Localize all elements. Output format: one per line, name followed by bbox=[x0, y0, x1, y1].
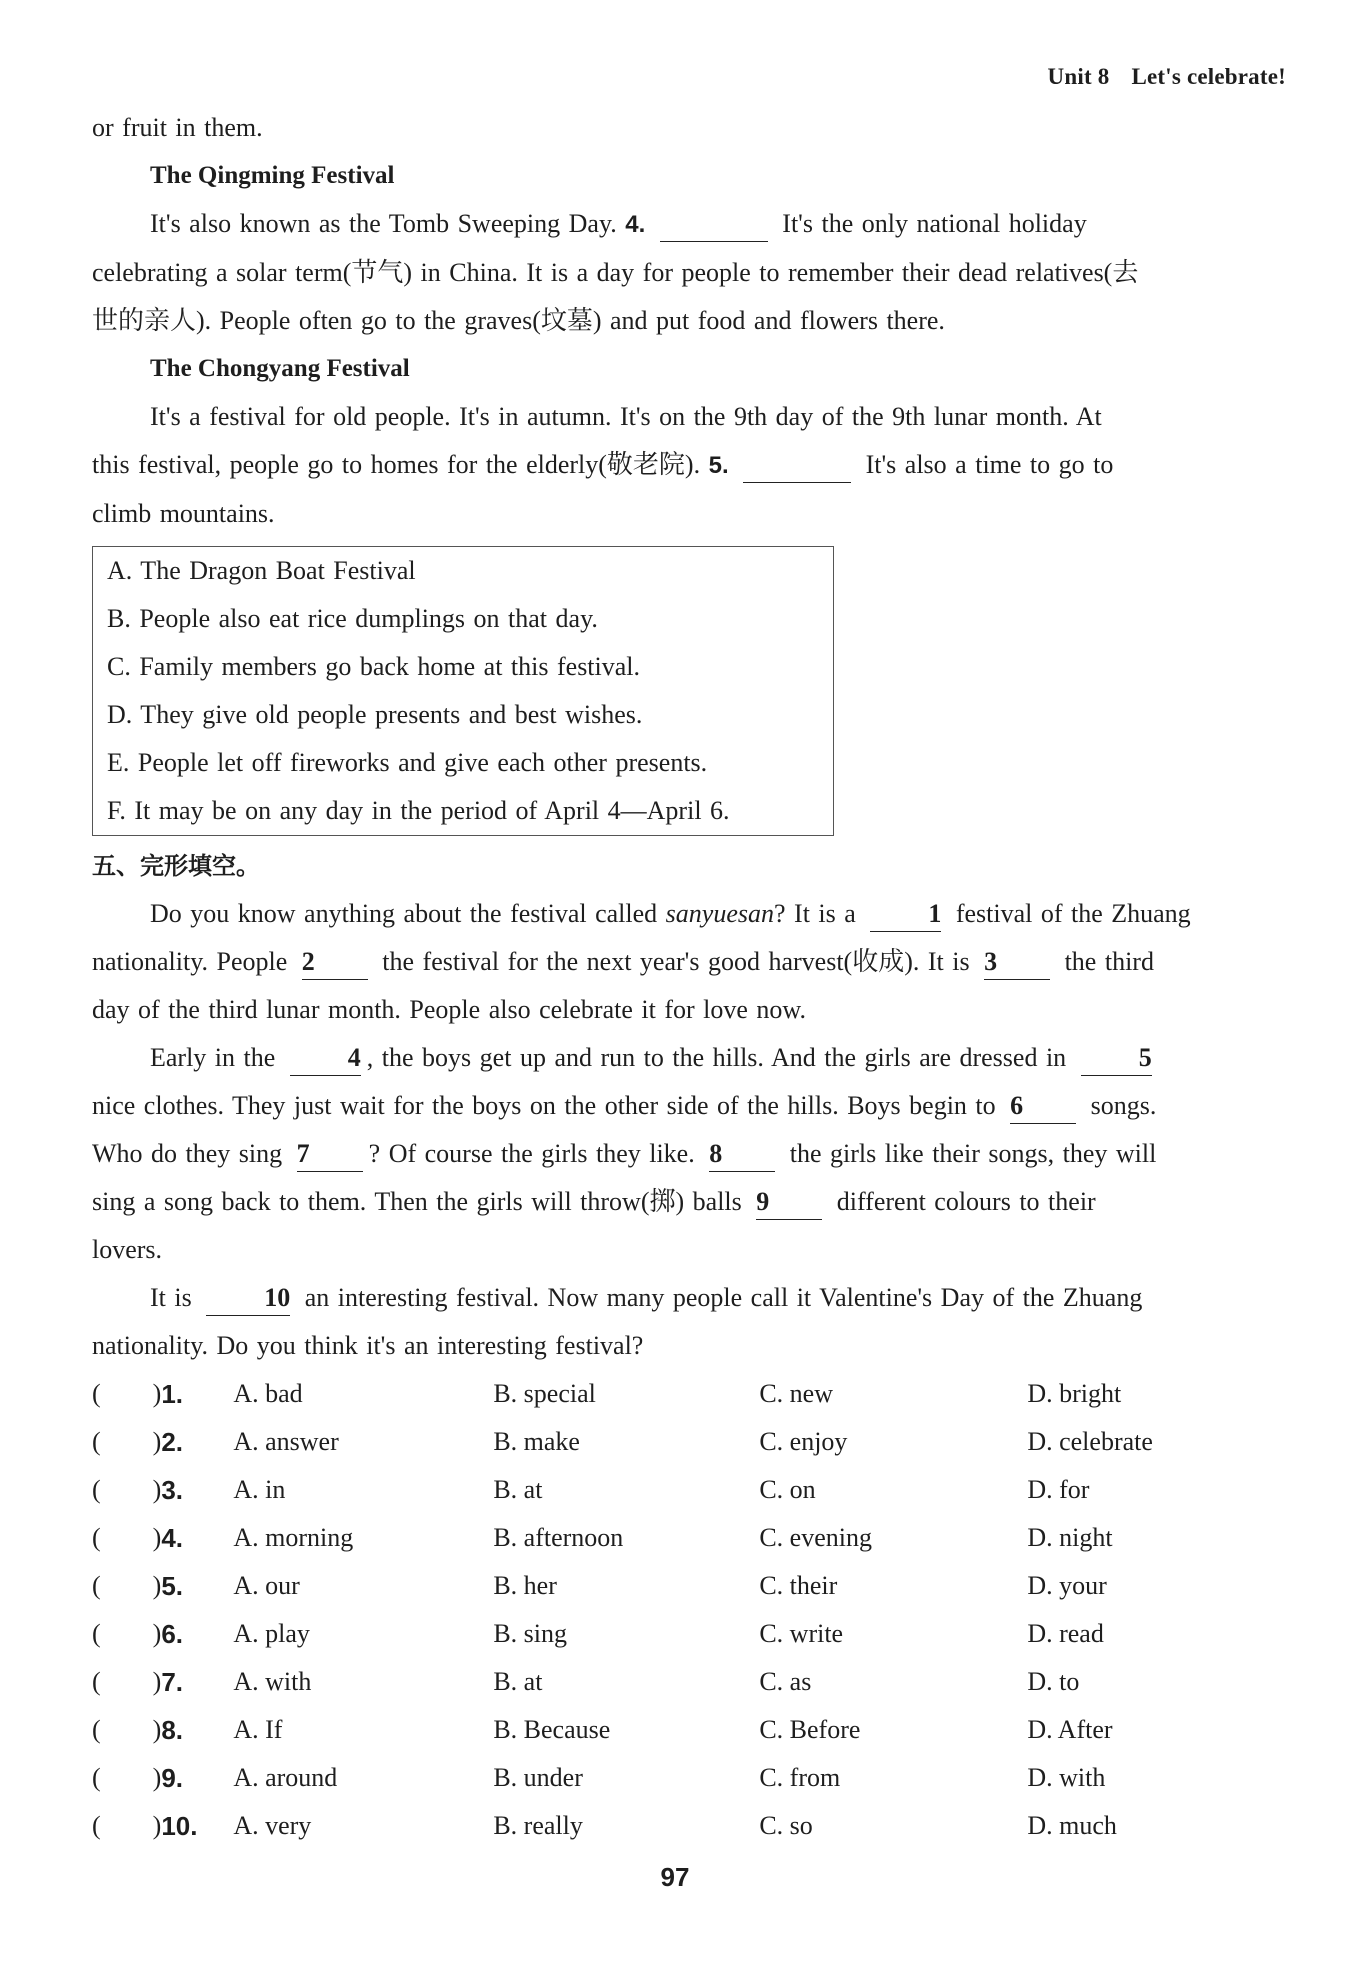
text: , the boys get up and run to the hills. And the girls are dressed in bbox=[366, 1043, 1075, 1072]
choice-a: A. around bbox=[233, 1763, 338, 1792]
choice-a: A. If bbox=[233, 1715, 283, 1744]
multiple-choice-table bbox=[92, 1370, 1286, 1850]
running-header bbox=[1048, 64, 1286, 90]
question-row bbox=[92, 1514, 1286, 1562]
festival-name: sanyuesan bbox=[665, 899, 774, 928]
cloze-p2-line-1 bbox=[92, 1034, 1286, 1082]
answer-bracket[interactable]: ( ) bbox=[92, 1571, 162, 1600]
cloze-blank-2[interactable]: 2 bbox=[302, 945, 368, 980]
choice-b: B. at bbox=[493, 1475, 543, 1504]
option-f: F. It may be on any day in the period of April 4—April 6. bbox=[107, 796, 730, 825]
choice-a: A. our bbox=[233, 1571, 300, 1600]
choice-b: B. really bbox=[493, 1811, 583, 1840]
choice-d: D. to bbox=[1027, 1667, 1080, 1696]
cloze-blank-10[interactable]: 10 bbox=[206, 1281, 290, 1316]
choice-b: B. Because bbox=[493, 1715, 611, 1744]
text: festival of the Zhuang bbox=[947, 899, 1191, 928]
cloze-p3-line-1 bbox=[92, 1274, 1286, 1322]
choice-c: C. on bbox=[759, 1475, 816, 1504]
question-number: 5. bbox=[161, 1571, 184, 1601]
question-row bbox=[92, 1754, 1286, 1802]
cloze-blank-4[interactable]: 4 bbox=[290, 1041, 361, 1076]
chongyang-line-3: climb mountains. bbox=[92, 499, 275, 528]
answer-blank-5[interactable] bbox=[743, 448, 851, 483]
text: the girls like their songs, they will bbox=[781, 1139, 1157, 1168]
choice-c: C. so bbox=[759, 1811, 813, 1840]
choice-b: B. sing bbox=[493, 1619, 568, 1648]
option-c: C. Family members go back home at this festival. bbox=[107, 652, 641, 681]
cloze-p2-line-4 bbox=[92, 1178, 1286, 1226]
choice-b: B. at bbox=[493, 1667, 543, 1696]
choice-a: A. in bbox=[233, 1475, 286, 1504]
cloze-p2-line-2 bbox=[92, 1082, 1286, 1130]
cloze-blank-3[interactable]: 3 bbox=[984, 945, 1050, 980]
answer-bracket[interactable]: ( ) bbox=[92, 1523, 162, 1552]
question-number: 3. bbox=[161, 1475, 184, 1505]
text: the third bbox=[1056, 947, 1154, 976]
text: It's also known as the Tomb Sweeping Day. bbox=[150, 209, 626, 238]
unit-title: Let's celebrate! bbox=[1131, 64, 1286, 89]
option-d: D. They give old people presents and best wishes. bbox=[107, 700, 643, 729]
answer-bracket[interactable]: ( ) bbox=[92, 1715, 162, 1744]
chongyang-heading: The Chongyang Festival bbox=[150, 355, 410, 382]
choice-d: D. bright bbox=[1027, 1379, 1122, 1408]
text: sing a song back to them. Then the girls will throw(掷) balls bbox=[92, 1187, 751, 1216]
choice-d: D. night bbox=[1027, 1523, 1113, 1552]
text: the festival for the next year's good harvest(收成). It is bbox=[373, 947, 979, 976]
text: this festival, people go to homes for the elderly(敬老院). bbox=[92, 450, 709, 479]
text: Early in the bbox=[150, 1043, 284, 1072]
qingming-line-1 bbox=[92, 200, 1286, 249]
question-row bbox=[92, 1610, 1286, 1658]
text: nationality. People bbox=[92, 947, 296, 976]
answer-bracket[interactable]: ( ) bbox=[92, 1811, 162, 1840]
answer-bracket[interactable]: ( ) bbox=[92, 1427, 162, 1456]
question-row bbox=[92, 1562, 1286, 1610]
text: ? It is a bbox=[774, 899, 865, 928]
answer-bracket[interactable]: ( ) bbox=[92, 1667, 162, 1696]
text: It is bbox=[150, 1283, 201, 1312]
choice-c: C. their bbox=[759, 1571, 838, 1600]
answer-bracket[interactable]: ( ) bbox=[92, 1379, 162, 1408]
question-row bbox=[92, 1706, 1286, 1754]
option-e: E. People let off fireworks and give each other presents. bbox=[107, 748, 708, 777]
cloze-blank-9[interactable]: 9 bbox=[756, 1185, 822, 1220]
answer-blank-4[interactable] bbox=[660, 207, 768, 242]
cloze-blank-8[interactable]: 8 bbox=[709, 1137, 775, 1172]
section-heading: 五、完形填空。 bbox=[92, 852, 260, 880]
choice-c: C. enjoy bbox=[759, 1427, 848, 1456]
cloze-blank-6[interactable]: 6 bbox=[1010, 1089, 1076, 1124]
question-number: 4. bbox=[625, 211, 646, 238]
text: Who do they sing bbox=[92, 1139, 291, 1168]
text: Do you know anything about the festival called bbox=[150, 899, 666, 928]
choice-d: D. read bbox=[1027, 1619, 1104, 1648]
choice-a: A. morning bbox=[233, 1523, 354, 1552]
text: nice clothes. They just wait for the boys on the other side of the hills. Boys begin to bbox=[92, 1091, 1005, 1120]
option-b: B. People also eat rice dumplings on that day. bbox=[107, 604, 598, 633]
question-row bbox=[92, 1802, 1286, 1850]
question-number: 6. bbox=[161, 1619, 184, 1649]
choice-c: C. evening bbox=[759, 1523, 872, 1552]
choice-b: B. under bbox=[493, 1763, 583, 1792]
choice-a: A. very bbox=[233, 1811, 312, 1840]
answer-bracket[interactable]: ( ) bbox=[92, 1475, 162, 1504]
page-number: 97 bbox=[660, 1862, 690, 1892]
choice-d: D. much bbox=[1027, 1811, 1117, 1840]
question-row bbox=[92, 1370, 1286, 1418]
option-a: A. The Dragon Boat Festival bbox=[107, 556, 416, 585]
question-row bbox=[92, 1418, 1286, 1466]
choice-d: D. After bbox=[1027, 1715, 1113, 1744]
cloze-blank-5[interactable]: 5 bbox=[1081, 1041, 1152, 1076]
cloze-p3-line-2: nationality. Do you think it's an interesting festival? bbox=[92, 1331, 644, 1360]
choice-b: B. special bbox=[493, 1379, 596, 1408]
choice-d: D. your bbox=[1027, 1571, 1107, 1600]
text: an interesting festival. Now many people call it Valentine's Day of the Zhuang bbox=[296, 1283, 1143, 1312]
choice-a: A. answer bbox=[233, 1427, 339, 1456]
question-number: 1. bbox=[161, 1379, 184, 1409]
choice-c: C. write bbox=[759, 1619, 844, 1648]
text: It's the only national holiday bbox=[773, 209, 1087, 238]
choice-a: A. bad bbox=[233, 1379, 303, 1408]
choice-c: C. Before bbox=[759, 1715, 861, 1744]
chongyang-line-1: It's a festival for old people. It's in autumn. It's on the 9th day of the 9th lunar month. At bbox=[150, 402, 1102, 431]
continued-line: or fruit in them. bbox=[92, 113, 263, 142]
choice-c: C. from bbox=[759, 1763, 841, 1792]
choice-d: D. celebrate bbox=[1027, 1427, 1153, 1456]
qingming-line-2: celebrating a solar term(节气) in China. It is a day for people to remember their dead relatives(去 bbox=[92, 258, 1139, 287]
question-number: 4. bbox=[161, 1523, 184, 1553]
question-number: 2. bbox=[161, 1427, 184, 1457]
answer-bracket[interactable]: ( ) bbox=[92, 1619, 162, 1648]
choice-a: A. play bbox=[233, 1619, 310, 1648]
cloze-blank-7[interactable]: 7 bbox=[297, 1137, 363, 1172]
question-number: 9. bbox=[161, 1763, 184, 1793]
choice-c: C. new bbox=[759, 1379, 833, 1408]
page-content bbox=[92, 104, 1286, 1850]
text: ? Of course the girls they like. bbox=[368, 1139, 704, 1168]
text: different colours to their bbox=[828, 1187, 1096, 1216]
question-number: 7. bbox=[161, 1667, 184, 1697]
cloze-p2-line-5: lovers. bbox=[92, 1235, 163, 1264]
question-row bbox=[92, 1658, 1286, 1706]
question-number: 5. bbox=[708, 452, 729, 479]
choice-a: A. with bbox=[233, 1667, 312, 1696]
text: It's also a time to go to bbox=[857, 450, 1114, 479]
text: songs. bbox=[1082, 1091, 1157, 1120]
choice-b: B. make bbox=[493, 1427, 580, 1456]
choice-b: B. afternoon bbox=[493, 1523, 624, 1552]
choice-d: D. for bbox=[1027, 1475, 1090, 1504]
cloze-p2-line-3 bbox=[92, 1130, 1286, 1178]
cloze-p1-line-2 bbox=[92, 938, 1286, 986]
cloze-p1-line-1 bbox=[92, 890, 1286, 938]
choice-b: B. her bbox=[493, 1571, 557, 1600]
cloze-p1-line-3: day of the third lunar month. People also celebrate it for love now. bbox=[92, 995, 807, 1024]
choice-d: D. with bbox=[1027, 1763, 1106, 1792]
answer-bracket[interactable]: ( ) bbox=[92, 1763, 162, 1792]
cloze-blank-1[interactable]: 1 bbox=[870, 897, 941, 932]
question-row bbox=[92, 1466, 1286, 1514]
choice-c: C. as bbox=[759, 1667, 812, 1696]
qingming-line-3: 世的亲人). People often go to the graves(坟墓) and put food and flowers there. bbox=[92, 306, 945, 335]
chongyang-line-2 bbox=[92, 441, 1286, 490]
qingming-heading: The Qingming Festival bbox=[150, 162, 395, 189]
options-box bbox=[92, 546, 834, 836]
question-number: 10. bbox=[161, 1811, 198, 1841]
question-number: 8. bbox=[161, 1715, 184, 1745]
unit-label: Unit 8 bbox=[1047, 64, 1110, 89]
